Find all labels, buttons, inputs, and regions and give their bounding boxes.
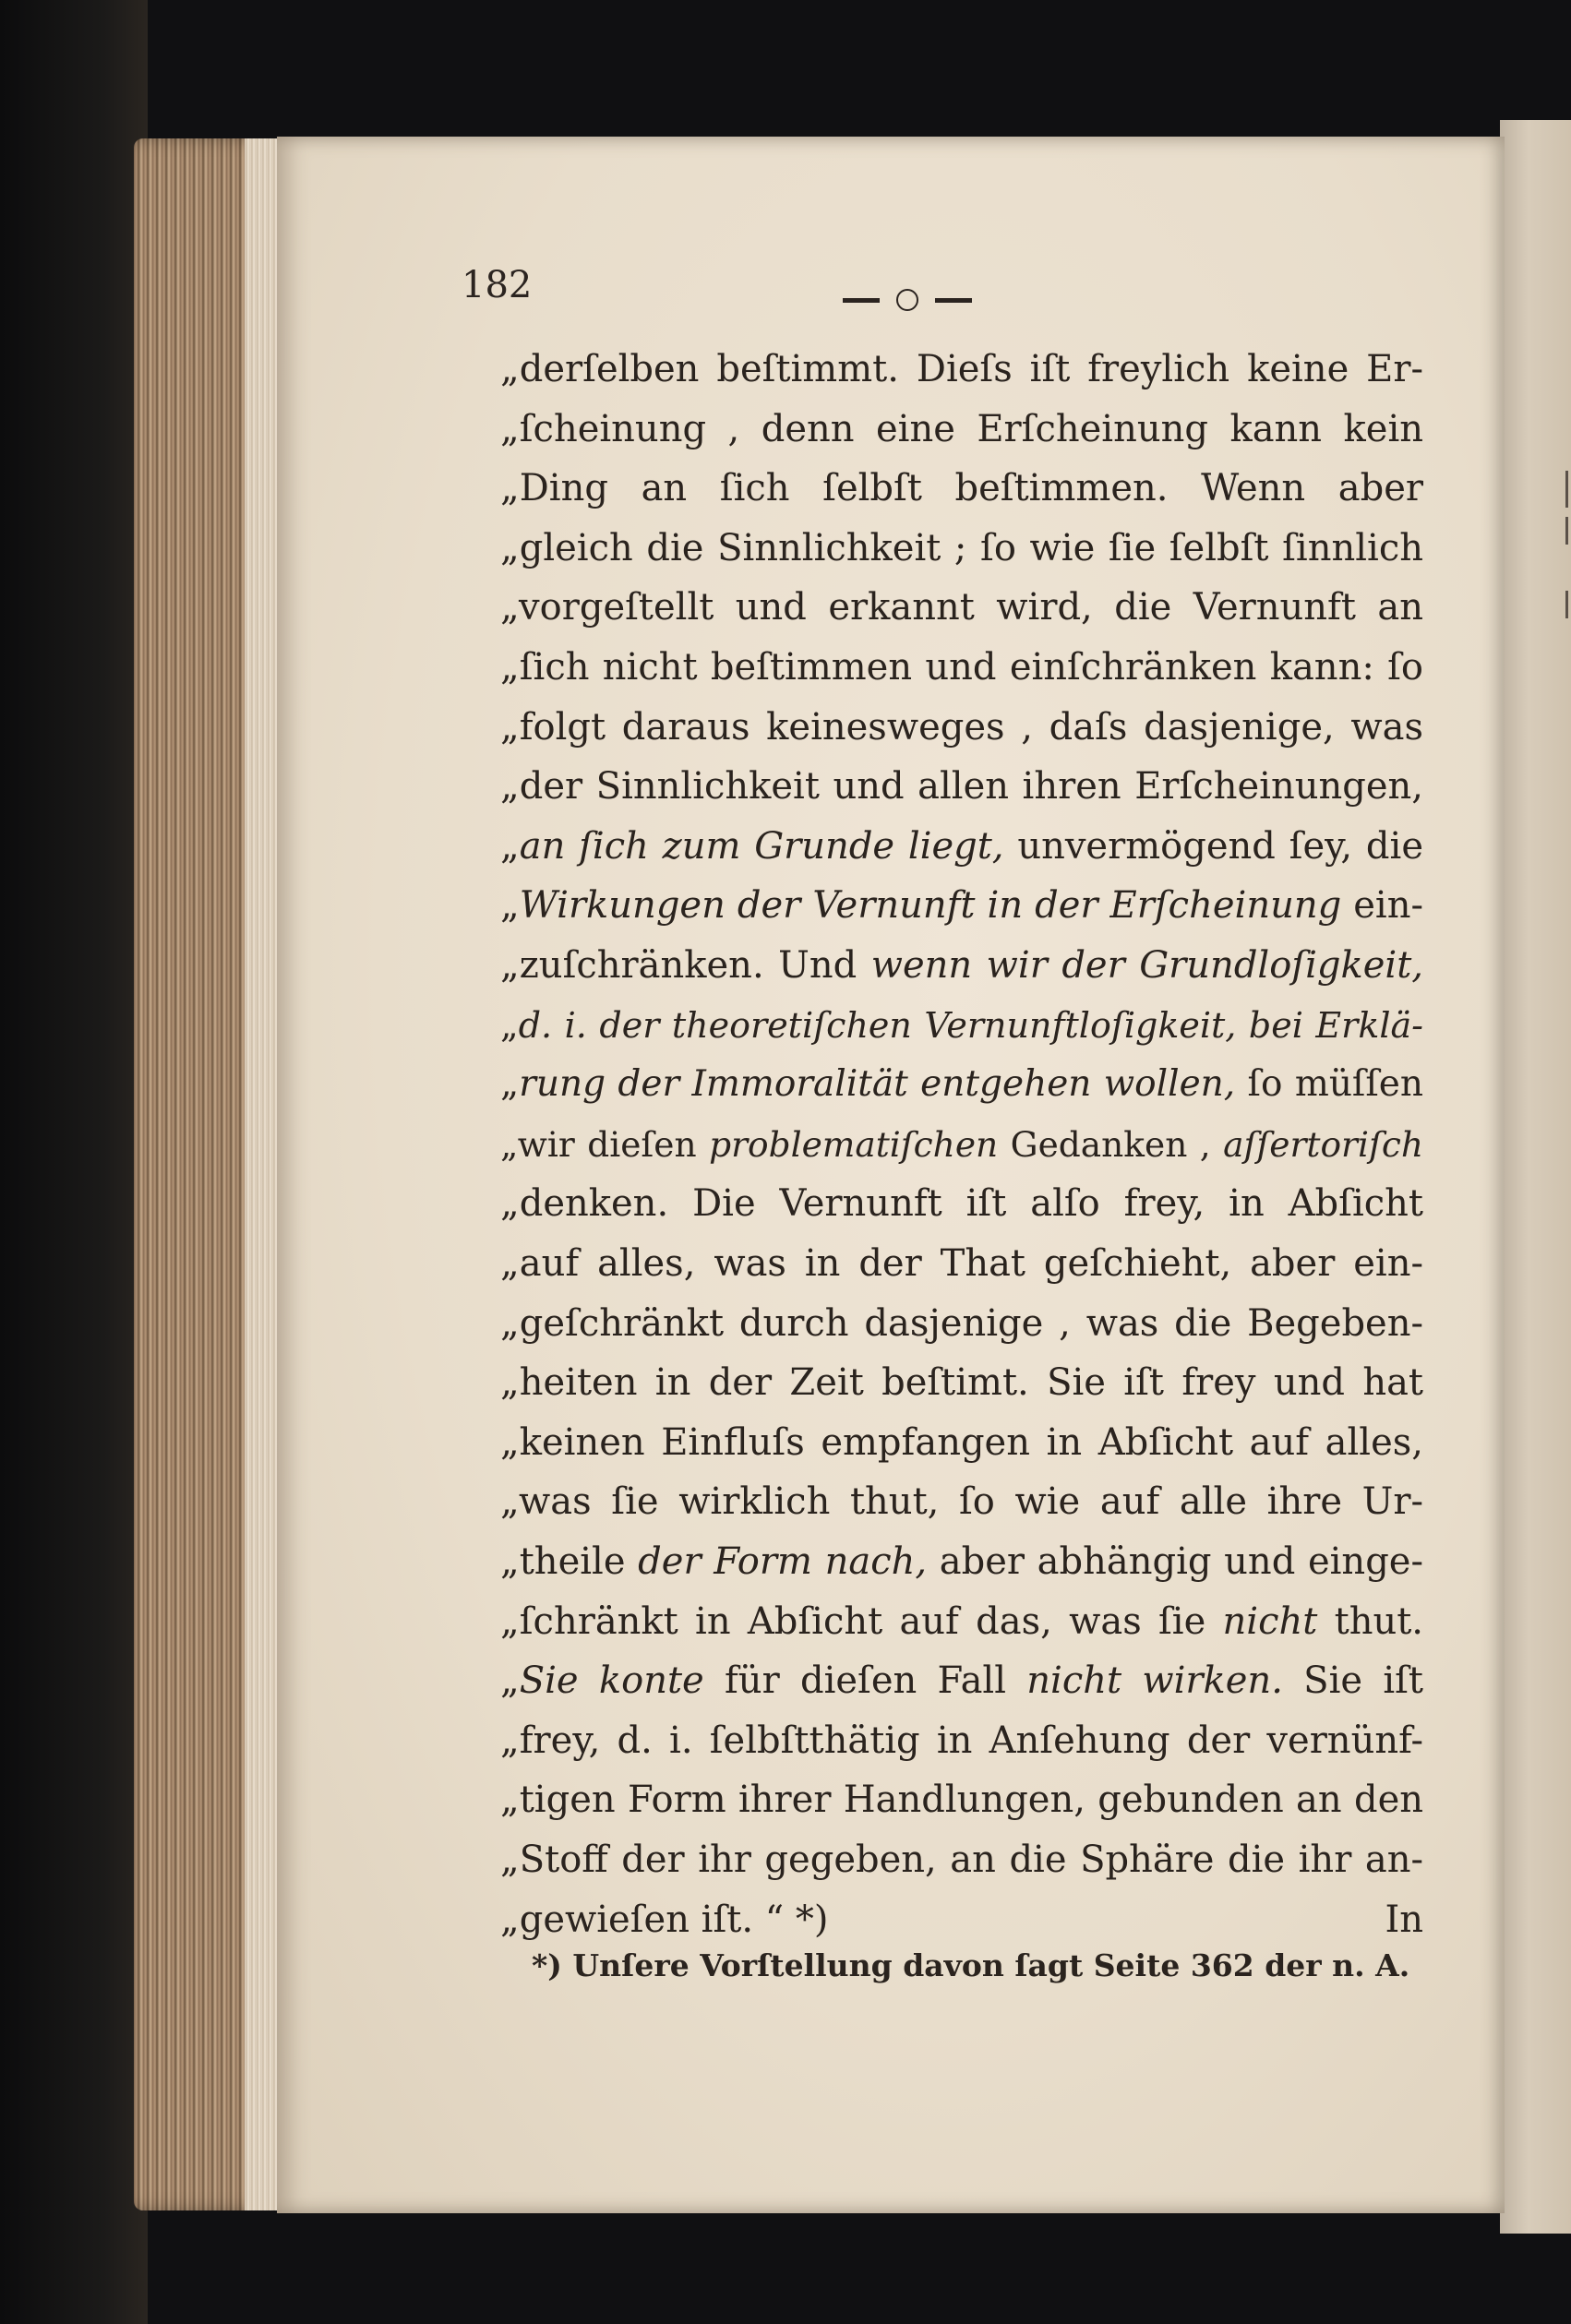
header-ornament xyxy=(843,282,972,315)
text-line: „tigen Form ihrer Handlungen, gebunden an den xyxy=(500,1779,1423,1822)
page-header xyxy=(462,264,1440,319)
text-line: „keinen Einfluſs empfangen in Abſicht auf alles, xyxy=(500,1420,1423,1464)
text-line: „folgt daraus keinesweges , daſs dasjenige, was xyxy=(500,705,1423,749)
text-line: „gleich die Sinnlichkeit ; ſo wie ſie ſelbſt ſinnlich xyxy=(500,526,1423,569)
text-line: „Wirkungen der Vernunft in der Erſcheinung ein- xyxy=(500,884,1423,928)
text-line: „frey, d. i. ſelbſtthätig in Anſehung der vernünf- xyxy=(500,1719,1423,1762)
text-line: „derſelben beſtimmt. Dieſs iſt freylich keine Er- xyxy=(500,348,1423,390)
text-line: „Sie konte für dieſen Fall nicht wirken. Sie iſt xyxy=(500,1659,1423,1703)
facing-page-mark xyxy=(1565,517,1568,545)
text-line: „zuſchränken. Und wenn wir der Grundloſigkeit, xyxy=(500,944,1423,987)
text-line: „ſchränkt in Abſicht auf das, was ſie nicht thut. xyxy=(500,1599,1424,1643)
ornament-dash xyxy=(935,298,972,303)
text-line: „an ſich zum Grunde liegt, unvermögend ſey, die xyxy=(500,824,1423,868)
text-line: „vorgeſtellt und erkannt wird, die Vernunft an xyxy=(500,586,1423,629)
text-line: „theile der Form nach, aber abhängig und einge- xyxy=(500,1540,1423,1583)
page-edges xyxy=(245,138,282,2210)
text-line: „Ding an ſich ſelbſt beſtimmen. Wenn aber xyxy=(500,467,1423,510)
text-line: „gewieſen iſt. “ *) In xyxy=(500,1892,1423,1947)
text-line: „geſchränkt durch dasjenige , was die Begeben- xyxy=(500,1301,1423,1345)
text-line: „heiten in der Zeit beſtimt. Sie iſt frey und hat xyxy=(500,1361,1423,1405)
text-line: „rung der Immoralität entgehen wollen, ſo müſſen xyxy=(500,1063,1423,1106)
text-line: „Stoff der ihr gegeben, an die Sphäre die ihr an- xyxy=(500,1839,1423,1881)
ornament-circle xyxy=(896,289,918,311)
text-line: „ſich nicht beſtimmen und einſchränken kann: ſo xyxy=(500,646,1423,689)
text-line: „der Sinnlichkeit und allen ihren Erſcheinungen, xyxy=(500,765,1423,809)
book-cover-edge xyxy=(0,0,148,2324)
facing-page-edge xyxy=(1500,120,1571,2234)
text-line: „was ſie wirklich thut, ſo wie auf alle ihre Ur- xyxy=(500,1480,1423,1524)
ornament-dash xyxy=(843,298,880,303)
text-line: „ſcheinung , denn eine Erſcheinung kann kein xyxy=(500,407,1423,450)
text-line: „auf alles, was in der That geſchieht, aber ein- xyxy=(500,1242,1423,1285)
text-line: „denken. Die Vernunft iſt alſo frey, in Abſicht xyxy=(500,1182,1423,1226)
text-line: „d. i. der theoretiſchen Vernunftloſigkeit, bei Erklä- xyxy=(500,1004,1423,1046)
catchword: In xyxy=(1385,1898,1423,1941)
facing-page-mark xyxy=(1565,591,1568,618)
footnote: *) Unſere Vorſtellung davon ſagt Seite 362 der n. A. xyxy=(532,1947,1410,1983)
text-line: „wir dieſen problematiſchen Gedanken , aſſertoriſch xyxy=(500,1123,1423,1165)
facing-page-mark xyxy=(1565,471,1568,508)
page-number: 182 xyxy=(462,264,533,306)
